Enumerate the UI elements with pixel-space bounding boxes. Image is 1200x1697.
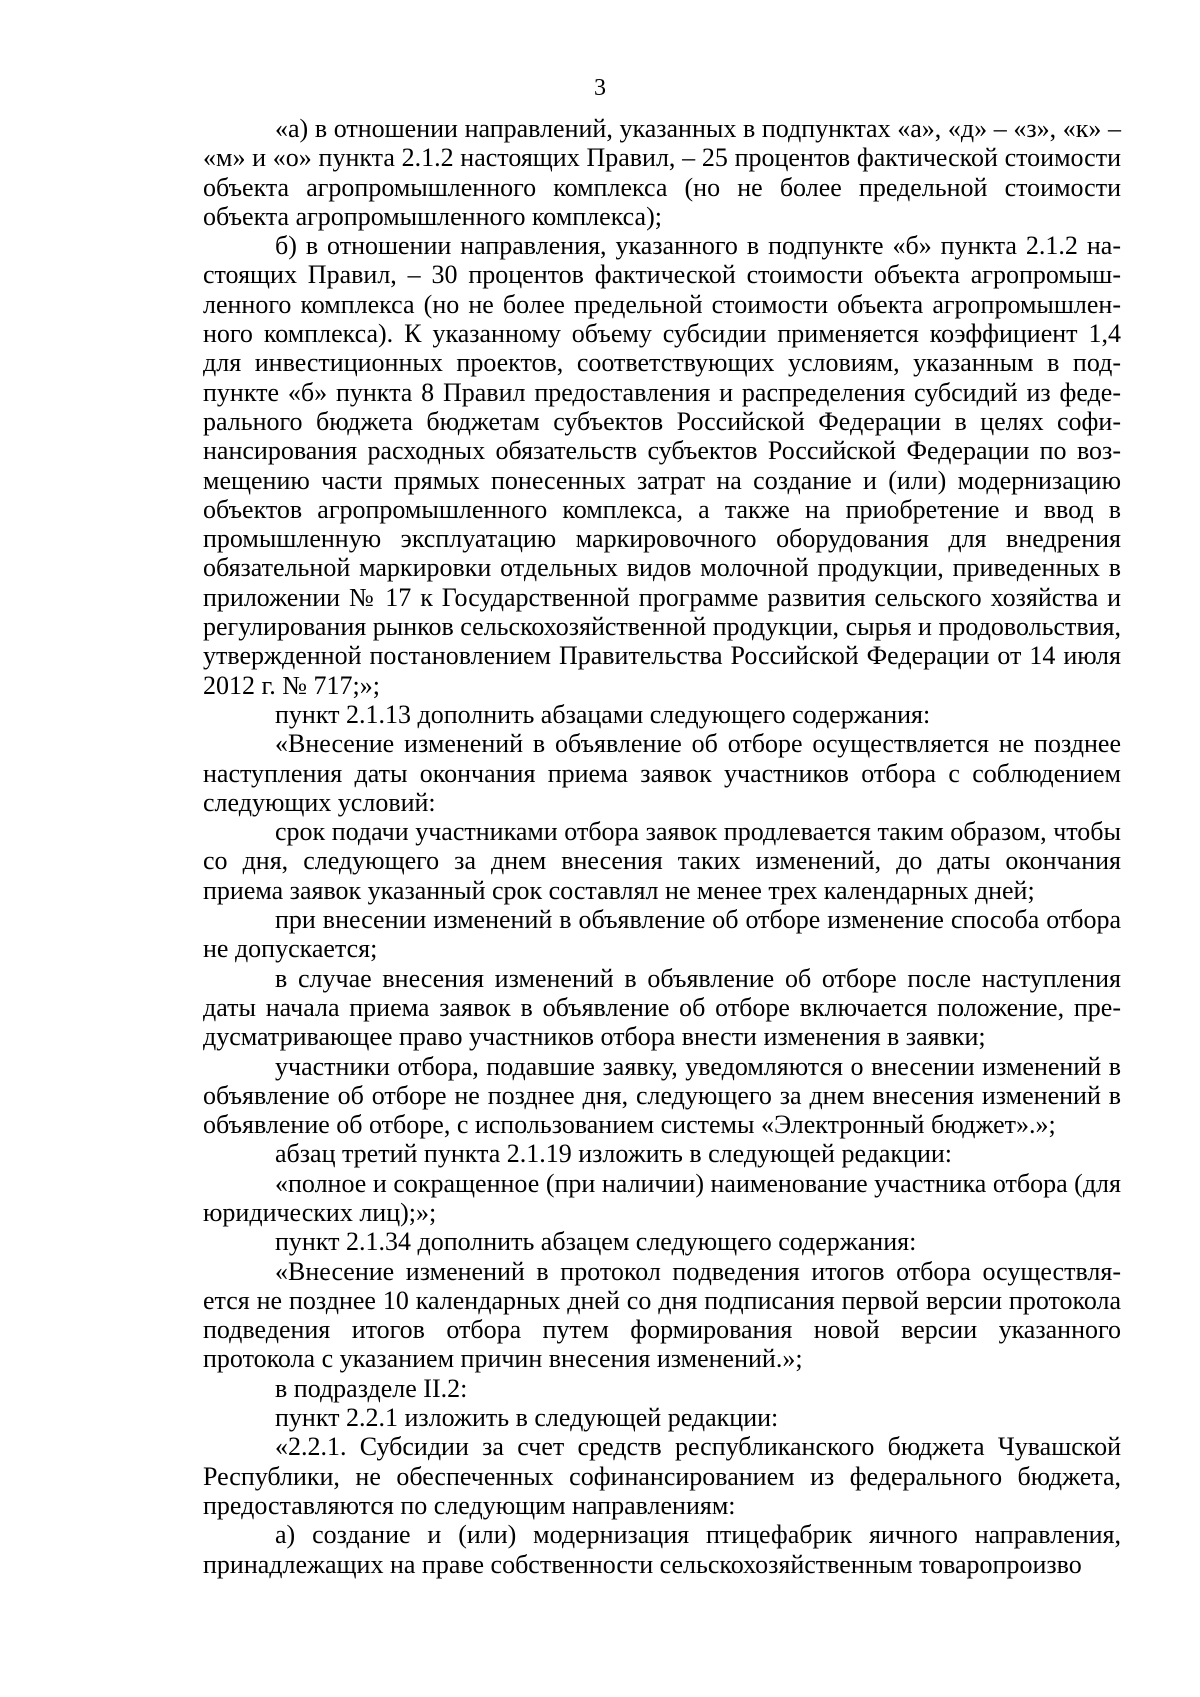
paragraph-amend-2-1-19: абзац третий пункта 2.1.19 изложить в следующей редакции: [275,1139,953,1169]
paragraph-selection-method: при внесении изменений в объявление об отборе изменение способа отбора не допускается; [203,905,1121,964]
paragraph-amend-2-1-13: пункт 2.1.13 дополнить абзацами следующего содержания: [275,699,931,729]
paragraph-quote-participant-name: «полное и сокращенное (при наличии) наименование участника отбора (для юридических лиц);»; [203,1168,1121,1227]
page-number: 3 [594,75,606,101]
paragraph-subitem-b: б) в отношении направления, указанного в подпункте «б» пункта 2.1.2 настоящих Правил, – 30 процентов фактической стоимости объекта агропромышленного комплекса (но не более предельной стоимости объекта агропромышленного комплекса). К указанному объему субсидии применяется коэффициент 1,4 для инвестиционных проектов, соответствующих условиям, указанным в подпункте «б» пункта 8 Правил предоставления и распределения субсидий из федерального бюджета бюджетам субъектов Российской Федерации в целях софинансирования расходных обязательств субъектов Российской Федерации по возмещению части прямых понесенных затрат на создание и (или) модернизацию объектов агропромышленного комплекса, а также на приобретение и ввод в промышленную эксплуатацию маркировочного оборудования для внедрения обязательной маркировки отдельных видов молочной продукции, приведенных в приложении № 17 к Государственной программе развития сельского хозяйства и регулирования рынков сельскохозяйственной продукции, сырья и продовольствия, утвержденной постановлением Правительства Российской Федерации от 14 июля 2012 г. № 717;»; [203,231,1121,700]
paragraph-subitem-a: «а) в отношении направлений, указанных в подпунктах «а», «д» – «з», «к» – «м» и «о» пункта 2.1.2 настоящих Правил, – 25 процентов фактической стоимости объекта агропромышленного комплекса (но не более предельной стоимости объекта агропромышленного комплекса); [203,114,1121,231]
paragraph-quote-protocol-changes: «Внесение изменений в протокол подведения итогов отбора осуществляется не позднее 10 календарных дней со дня подписания первой версии протокола подведения итогов отбора путем формирования новой версии указанного протокола с указанием причин внесения изменений.»; [203,1256,1121,1374]
paragraph-subsection-ii-2: в подразделе II.2: [275,1373,468,1403]
document-body [203,114,1121,1579]
paragraph-deadline-extension: срок подачи участниками отбора заявок продлевается таким образом, чтобы со дня, следующего за днем внесения таких изменений, до даты окончания приема заявок указанный срок составлял не менее трех календарных дней; [203,817,1121,905]
paragraph-amend-2-1-34: пункт 2.1.34 дополнить абзацем следующего содержания: [275,1227,917,1257]
paragraph-changes-after-start: в случае внесения изменений в объявление об отборе после наступления даты начала приема заявок в объявление об отборе включается положение, предусматривающее право участников отбора внести изменения в заявки; [203,963,1121,1052]
paragraph-direction-a: а) создание и (или) модернизация птицефабрик яичного направления, принадлежащих на праве собственности сельскохозяйственным товаропроизво [203,1520,1121,1579]
paragraph-quote-amendment-conditions: «Внесение изменений в объявление об отборе осуществляется не позднее наступления даты окончания приема заявок участников отбора с соблюдением следующих условий: [203,729,1121,817]
paragraph-amend-2-2-1: пункт 2.2.1 изложить в следующей редакции: [275,1403,779,1433]
paragraph-quote-2-2-1: «2.2.1. Субсидии за счет средств республиканского бюджета Чувашской Республики, не обеспеченных софинансированием из федерального бюджета, предоставляются по следующим направлениям: [203,1432,1121,1520]
paragraph-participants-notified: участники отбора, подавшие заявку, уведомляются о внесении изменений в объявление об отборе не позднее дня, следующего за днем внесения изменений в объявление об отборе, с использованием системы «Электронный бюджет».»; [203,1051,1121,1140]
